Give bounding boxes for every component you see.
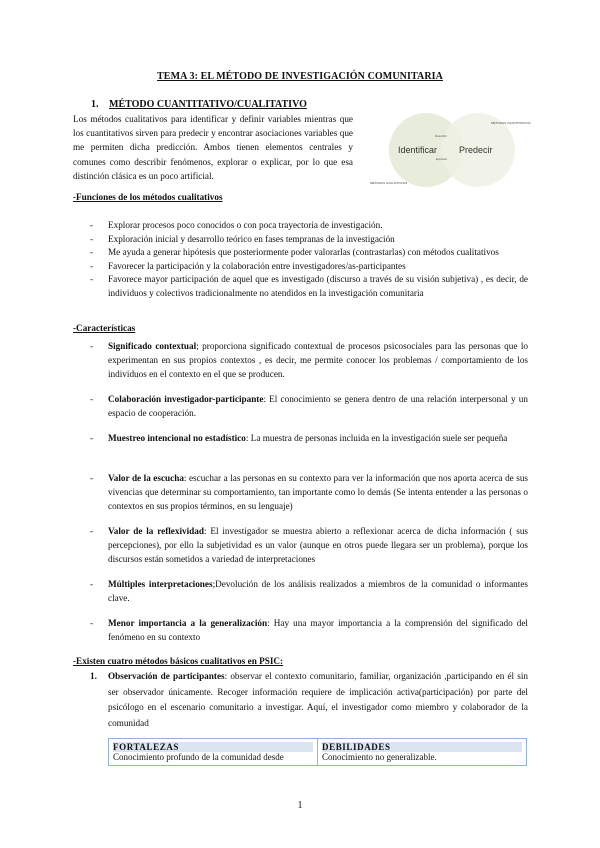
characteristic-term: Menor importancia a la generalización — [108, 618, 268, 628]
venn-left-label: Identificar — [398, 145, 438, 155]
cell-text: Conocimiento profundo de la comunidad desde — [113, 752, 284, 762]
table-cell — [318, 739, 527, 766]
list-item: - Favorece mayor participación de aquel que es investigado (discurso a través de su visión subjetiva) , es decir, de individuos y colectivos tradicionalmente no atendidos en la investigación comunitaria — [90, 273, 528, 300]
characteristics-heading: -Características — [73, 323, 136, 333]
venn-center-top: Describir — [435, 134, 447, 138]
column-header: DEBILIDADES — [322, 742, 522, 752]
characteristic-term: Significado contextual — [108, 341, 197, 351]
venn-left-small: MÉTODOS CUALITATIVOS — [370, 181, 408, 185]
document-title: TEMA 3: EL MÉTODO DE INVESTIGACIÓN COMUNITARIA — [157, 71, 443, 82]
venn-right-label: Predecir — [459, 145, 493, 155]
characteristic-term: Colaboración investigador-participante — [108, 394, 264, 404]
section-number: 1. — [91, 99, 99, 110]
characteristic-text: : La muestra de personas incluida en la investigación suele ser pequeña — [245, 433, 508, 443]
list-item: - Valor de la escucha: escuchar a las personas en su contexto para ver la información que nos aporta acerca de sus vivencias que determinar su comportamiento, tan importante como lo demás (Se intenta entender a las personas o contextos en sus propios términos, en su lenguaje) — [90, 473, 529, 511]
table-row — [109, 739, 527, 766]
characteristic-text: : escuchar a las personas en su contexto para ver la información que nos aporta acerca de sus vivencias que determinar su comportamiento, tan importante como lo demás (Se intenta entender a las personas o contextos en sus propios términos, en su lenguaje) — [108, 473, 529, 511]
list-item: - Exploración inicial y desarrollo teórico en fases tempranas de la investigación — [90, 233, 528, 247]
characteristic-term: Valor de la reflexividad — [108, 526, 204, 536]
method-number: 1. — [90, 671, 97, 681]
cell-text: Conocimiento no generalizable. — [322, 752, 437, 762]
venn-right-small: MÉTODOS CUANTITATIVOS — [491, 121, 531, 125]
table-cell — [109, 739, 318, 766]
functions-list — [90, 219, 528, 301]
characteristic-term: Muestreo intencional no estadístico — [108, 433, 246, 443]
characteristic-text: : El investigador se muestra abierto a reflexionar acerca de dicha información ( sus percepciones), por ello la subjetividad es un valor (aunque en otros puede llegara ser un problema), porque los discursos están sometidos a variedad de interpretaciones — [108, 526, 529, 564]
column-header: FORTALEZAS — [113, 742, 313, 752]
intro-paragraph: Los métodos cualitativos para identificar y definir variables mientras que los cuantitativos sirven para predecir y encontrar asociaciones variables que me permiten dicha predicción. Ambos tienen elementos centrales y comunes como describir fenómenos, explorar o explicar, por lo que esa distinción clásica es un poco artificial. — [73, 114, 353, 181]
list-item: - Menor importancia a la generalización: Hay una mayor importancia a la comprensión del significado del fenómeno en su contexto — [90, 618, 528, 642]
list-item: - Muestreo intencional no estadístico: La muestra de personas incluida en la investigación suele ser pequeña — [90, 433, 508, 443]
methods-heading: -Existen cuatro métodos básicos cualitativos en PSIC: — [73, 656, 284, 666]
method-text: : observar el contexto comunitario, familiar, organización ,participando en él sin ser observador únicamente. Recoger información requiere de implicación activa(participación) por parte del psicólogo en el escenario comunitario a investigar. Aquí, el investigador como miembro y colaborador de la comunidad — [108, 671, 528, 728]
list-item — [90, 669, 528, 731]
list-item: - Favorecer la participación y la colaboración entre investigadores/as-participantes — [90, 260, 528, 274]
section-heading — [91, 99, 307, 110]
characteristic-text: ;Devolución de los análisis realizados a miembros de la comunidad o informantes clave. — [108, 579, 528, 603]
characteristic-text: : El conocimiento se genera dentro de una relación interpersonal y un espacio de cooperación. — [108, 394, 528, 418]
list-item: - Explorar procesos poco conocidos o con poca trayectoria de investigación. — [90, 219, 528, 233]
characteristic-term: Valor de la escucha — [108, 473, 184, 483]
characteristic-text: ; proporciona significado contextual de procesos psicosociales para las personas que lo experimentan en sus propios contextos , es decir, me permite conocer los problemas / comportamiento de los individuos en el contexto en el que se producen. — [108, 341, 529, 379]
list-item: - Colaboración investigador-participante: El conocimiento se genera dentro de una relación interpersonal y un espacio de cooperación. — [90, 394, 528, 418]
method-term: Observación de participantes — [108, 671, 225, 681]
section-title: MÉTODO CUANTITATIVO/CUALITATIVO — [109, 99, 307, 110]
characteristic-term: Múltiples interpretaciones — [108, 579, 213, 589]
strengths-weaknesses-table — [108, 738, 527, 766]
list-item: - Múltiples interpretaciones;Devolución de los análisis realizados a miembros de la comunidad o informantes clave. — [90, 579, 528, 603]
functions-heading: -Funciones de los métodos cualitativos — [73, 192, 223, 202]
characteristic-text: : Hay una mayor importancia a la comprensión del significado del fenómeno en su contexto — [108, 618, 528, 642]
page-number: 1 — [297, 800, 303, 811]
venn-diagram — [370, 112, 531, 192]
list-item: - Me ayuda a generar hipótesis que posteriormente poder valorarlas (contrastarlas) con métodos cualitativos — [90, 246, 528, 260]
list-item: - Significado contextual; proporciona significado contextual de procesos psicosociales para las personas que lo experimentan en sus propios contextos , es decir, me permite conocer los problemas / comportamiento de los individuos en el contexto en el que se producen. — [90, 341, 529, 379]
venn-center-bottom: Explorar — [436, 157, 448, 161]
list-item: - Valor de la reflexividad: El investigador se muestra abierto a reflexionar acerca de dicha información ( sus percepciones), por ello la subjetividad es un valor (aunque en otros puede llegara ser un problema), porque los discursos están sometidos a variedad de interpretaciones — [90, 526, 529, 564]
